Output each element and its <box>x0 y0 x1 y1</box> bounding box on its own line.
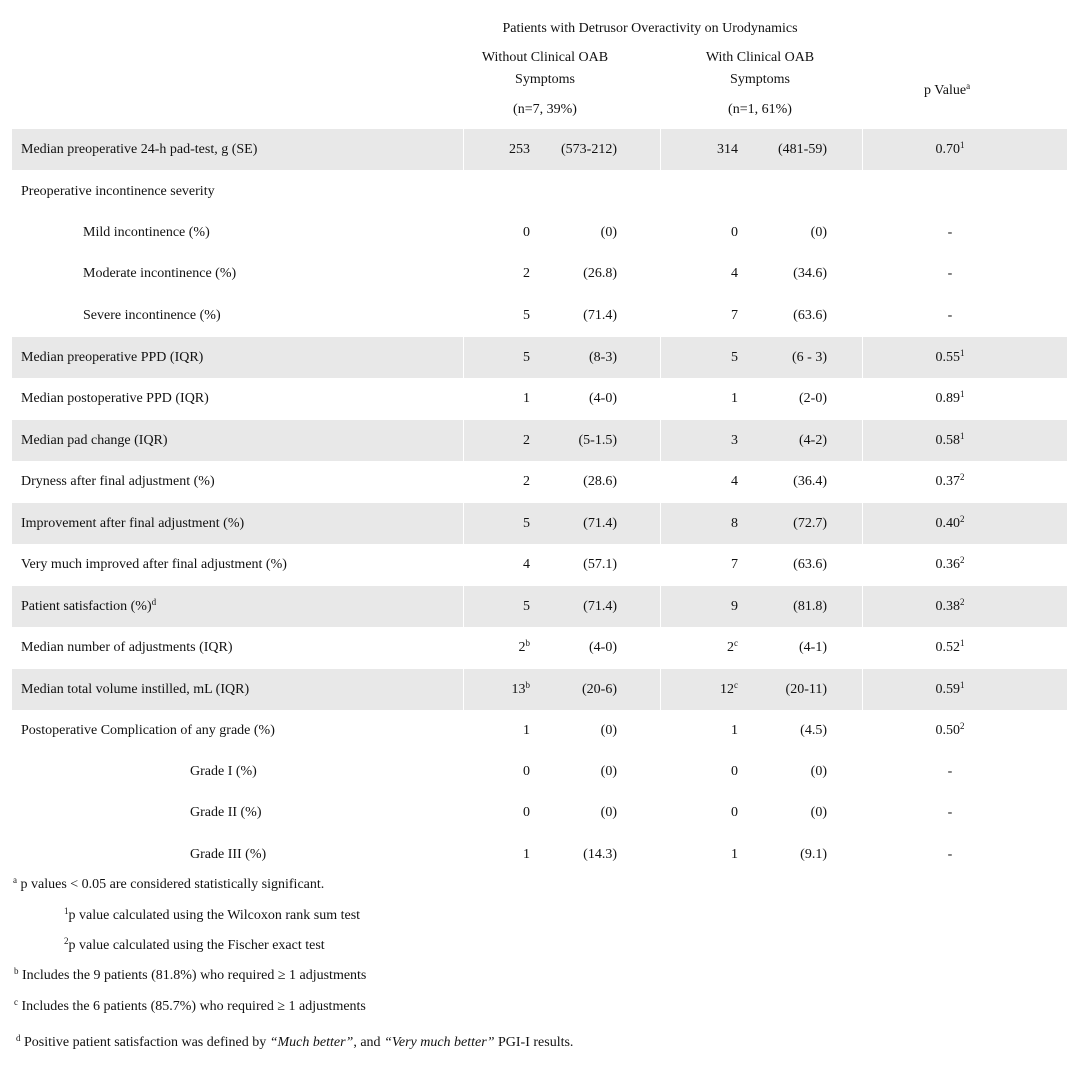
col1-value-text: 1 <box>523 723 530 738</box>
footnote-2: $^2$p value calculated using the Fischer exact test <box>64 936 325 953</box>
row-label-text: Grade I (%) <box>190 764 257 779</box>
p-value-text: - <box>947 805 953 820</box>
p-value-text: 0.55 <box>935 350 960 365</box>
p-value-text: - <box>947 225 953 240</box>
col2-range: (63.6) <box>793 557 827 572</box>
p-value-text: - <box>947 308 953 323</box>
group-title: Patients with Detrusor Overactivity on Urodynamics <box>502 21 798 36</box>
col2-value <box>688 600 738 614</box>
col1-value-text: 0 <box>523 764 530 779</box>
row-label <box>21 683 249 697</box>
p-value-sup: 1 <box>960 431 965 441</box>
column-divider <box>862 129 863 170</box>
row-label <box>21 641 233 655</box>
row-label-text: Median pad change (IQR) <box>21 433 168 448</box>
row-label <box>21 392 209 406</box>
col2-value-text: 2 <box>727 640 734 655</box>
col2-value-text: 0 <box>731 225 738 240</box>
col1-range: (0) <box>600 225 617 240</box>
p-value-sup: 1 <box>960 140 965 150</box>
row-label <box>21 143 257 157</box>
col1-value-text: 13 <box>511 682 526 697</box>
row-label <box>21 475 215 489</box>
column-divider <box>463 586 464 627</box>
col1-value-text: 253 <box>509 142 530 157</box>
column-divider <box>660 337 661 378</box>
col2-range: (0) <box>810 225 827 240</box>
p-value-text: - <box>947 266 953 281</box>
col2-range: (4-1) <box>799 640 827 655</box>
column-divider <box>660 669 661 710</box>
col2-range: (481-59) <box>778 142 827 157</box>
column-divider <box>463 420 464 461</box>
p-value <box>900 309 1000 323</box>
row-label-text: Postoperative Complication of any grade (%) <box>21 723 275 738</box>
col1-range: (4-0) <box>589 640 617 655</box>
col1-range: (71.4) <box>583 599 617 614</box>
footnote-c: $^c$ Includes the 6 patients (85.7%) who required ≥ 1 adjustments <box>14 997 366 1014</box>
p-value <box>900 765 1000 779</box>
p-value-text: 0.52 <box>935 640 960 655</box>
column-divider <box>660 420 661 461</box>
row-label-text: Severe incontinence (%) <box>83 308 221 323</box>
col1-value-text: 5 <box>523 516 530 531</box>
col2-header-n: (n=1, 61%) <box>728 102 792 117</box>
col2-range: (6 - 3) <box>792 350 827 365</box>
col2-value-text: 4 <box>731 474 738 489</box>
row-label <box>83 309 221 323</box>
col1-range: (20-6) <box>582 682 617 697</box>
col2-value-text: 314 <box>717 142 738 157</box>
row-label <box>190 765 257 779</box>
row-label-text: Median preoperative 24-h pad-test, g (SE) <box>21 142 258 157</box>
col2-value-text: 4 <box>731 266 738 281</box>
col1-value-text: 2 <box>523 433 530 448</box>
col2-range: (0) <box>810 805 827 820</box>
p-value-sup: 1 <box>960 389 965 399</box>
col2-range: (4.5) <box>800 723 827 738</box>
column-divider <box>660 129 661 170</box>
p-value <box>900 555 1000 572</box>
p-value <box>900 140 1000 157</box>
col2-value <box>688 434 738 448</box>
p-value <box>900 514 1000 531</box>
p-value-text: 0.36 <box>935 557 960 572</box>
p-value-sup: 1 <box>960 638 965 648</box>
col2-value <box>688 517 738 531</box>
row-label <box>21 434 168 448</box>
p-value-sup: 2 <box>960 514 965 524</box>
column-divider <box>862 420 863 461</box>
pvalue-header: p Value$^a$ <box>924 81 971 98</box>
col1-value-text: 1 <box>523 847 530 862</box>
col2-value <box>688 680 738 697</box>
p-value-text: - <box>947 764 953 779</box>
col1-range: (14.3) <box>583 847 617 862</box>
column-divider <box>862 503 863 544</box>
col1-range: (8-3) <box>589 350 617 365</box>
col2-range: (0) <box>810 764 827 779</box>
footnote-1: $^1$p value calculated using the Wilcoxon rank sum test <box>64 906 361 923</box>
col1-range: (57.1) <box>583 557 617 572</box>
col1-value-text: 4 <box>523 557 530 572</box>
p-value-text: - <box>947 847 953 862</box>
col1-range: (71.4) <box>583 308 617 323</box>
p-value <box>900 389 1000 406</box>
p-value <box>900 848 1000 862</box>
col1-value-text: 1 <box>523 391 530 406</box>
row-label-text: Mild incontinence (%) <box>83 225 210 240</box>
p-value <box>900 267 1000 281</box>
col2-value-text: 0 <box>731 805 738 820</box>
p-value <box>900 226 1000 240</box>
col2-value <box>688 765 738 779</box>
footnote-d: $^d$ Positive patient satisfaction was defined by “Much better”, and “Very much better” PGI-I results. <box>16 1033 574 1050</box>
col2-value <box>688 226 738 240</box>
col2-value-text: 8 <box>731 516 738 531</box>
p-value-sup: 2 <box>960 555 965 565</box>
col2-value <box>688 638 738 655</box>
row-label <box>21 558 287 572</box>
col1-value-sup: b <box>525 680 530 690</box>
col1-range: (26.8) <box>583 266 617 281</box>
col2-range: (4-2) <box>799 433 827 448</box>
p-value-text: 0.59 <box>935 682 960 697</box>
row-label-sup: d <box>151 597 157 607</box>
row-label-text: Median total volume instilled, mL (IQR) <box>21 682 250 697</box>
col2-range: (72.7) <box>793 516 827 531</box>
col1-range: (573-212) <box>561 142 617 157</box>
row-label <box>21 517 244 531</box>
col1-range: (28.6) <box>583 474 617 489</box>
col2-range: (34.6) <box>793 266 827 281</box>
col2-value-text: 1 <box>731 723 738 738</box>
col2-value-text: 9 <box>731 599 738 614</box>
col1-header-line2: Symptoms <box>515 72 575 87</box>
row-label-text: Grade II (%) <box>190 805 262 820</box>
col1-value-text: 5 <box>523 308 530 323</box>
column-divider <box>862 586 863 627</box>
p-value-sup: 1 <box>960 680 965 690</box>
p-value <box>900 431 1000 448</box>
footnote-b: $^b$ Includes the 9 patients (81.8%) who required ≥ 1 adjustments <box>14 966 367 983</box>
row-label <box>21 185 215 199</box>
col1-value-text: 5 <box>523 350 530 365</box>
col2-value-text: 7 <box>731 557 738 572</box>
p-value-sup: 2 <box>960 597 965 607</box>
row-label <box>190 806 262 820</box>
col2-range: (36.4) <box>793 474 827 489</box>
col1-value-text: 0 <box>523 225 530 240</box>
col1-header-line1: Without Clinical OAB <box>481 50 609 65</box>
row-label-text: Dryness after final adjustment (%) <box>21 474 215 489</box>
col2-value-sup: c <box>734 680 738 690</box>
col2-range: (2-0) <box>799 391 827 406</box>
row-label <box>21 724 275 738</box>
p-value <box>900 680 1000 697</box>
row-label-text: Very much improved after final adjustment (%) <box>21 557 287 572</box>
col1-value-text: 2 <box>523 474 530 489</box>
col2-range: (20-11) <box>785 682 827 697</box>
column-divider <box>660 586 661 627</box>
col2-value-text: 1 <box>731 391 738 406</box>
col2-value <box>688 558 738 572</box>
column-divider <box>463 503 464 544</box>
row-label-text: Improvement after final adjustment (%) <box>21 516 245 531</box>
col1-range: (0) <box>600 764 617 779</box>
col2-value <box>688 475 738 489</box>
p-value <box>900 806 1000 820</box>
col2-value <box>688 848 738 862</box>
row-label-text: Moderate incontinence (%) <box>83 266 237 281</box>
column-divider <box>660 503 661 544</box>
col2-value-text: 1 <box>731 847 738 862</box>
p-value <box>900 597 1000 614</box>
col1-value-text: 2 <box>523 266 530 281</box>
p-value-text: 0.37 <box>935 474 960 489</box>
row-label <box>21 351 203 365</box>
col2-value-text: 5 <box>731 350 738 365</box>
col2-value <box>688 724 738 738</box>
row-label <box>83 226 210 240</box>
row-label-text: Preoperative incontinence severity <box>21 184 215 199</box>
row-label-text: Median number of adjustments (IQR) <box>21 640 233 655</box>
col2-value-text: 0 <box>731 764 738 779</box>
col2-value-text: 7 <box>731 308 738 323</box>
col2-range: (9.1) <box>800 847 827 862</box>
col1-range: (4-0) <box>589 391 617 406</box>
row-label-text: Median preoperative PPD (IQR) <box>21 350 204 365</box>
p-value <box>900 472 1000 489</box>
p-value-text: 0.89 <box>935 391 960 406</box>
column-divider <box>463 129 464 170</box>
col1-range: (5-1.5) <box>578 433 617 448</box>
col2-range: (63.6) <box>793 308 827 323</box>
p-value-text: 0.58 <box>935 433 960 448</box>
p-value <box>900 721 1000 738</box>
col1-range: (71.4) <box>583 516 617 531</box>
col2-value <box>688 309 738 323</box>
col2-header-line1: With Clinical OAB <box>705 50 815 65</box>
col1-range: (0) <box>600 805 617 820</box>
p-value-sup: 1 <box>960 348 965 358</box>
p-value <box>900 348 1000 365</box>
p-value-text: 0.70 <box>935 142 960 157</box>
column-divider <box>463 337 464 378</box>
row-label <box>83 267 236 281</box>
column-divider <box>463 669 464 710</box>
row-label <box>190 848 266 862</box>
row-label-text: Grade III (%) <box>190 847 267 862</box>
p-value-sup: 2 <box>960 721 965 731</box>
p-value-sup: 2 <box>960 472 965 482</box>
col2-value-text: 12 <box>720 682 734 697</box>
row-label <box>21 597 157 614</box>
p-value-text: 0.38 <box>935 599 960 614</box>
col1-value-text: 5 <box>523 599 530 614</box>
column-divider <box>862 337 863 378</box>
col2-value <box>688 351 738 365</box>
row-label-text: Median postoperative PPD (IQR) <box>21 391 209 406</box>
col1-range: (0) <box>600 723 617 738</box>
col2-value-text: 3 <box>731 433 738 448</box>
col2-header-line2: Symptoms <box>730 72 790 87</box>
col2-value <box>688 143 738 157</box>
col2-value-sup: c <box>734 638 738 648</box>
col1-header-n: (n=7, 39%) <box>513 102 577 117</box>
col1-value-text: 2 <box>518 640 526 655</box>
col2-range: (81.8) <box>793 599 827 614</box>
col1-value-sup: b <box>525 638 530 648</box>
col2-value <box>688 806 738 820</box>
footnote-a: $^a$ p values < 0.05 are considered statistically significant. <box>13 875 325 892</box>
p-value-text: 0.50 <box>935 723 960 738</box>
p-value-text: 0.40 <box>935 516 960 531</box>
col2-value <box>688 392 738 406</box>
col1-value-text: 0 <box>523 805 530 820</box>
row-label-text: Patient satisfaction (%) <box>21 599 152 614</box>
column-divider <box>862 669 863 710</box>
p-value <box>900 638 1000 655</box>
col2-value <box>688 267 738 281</box>
